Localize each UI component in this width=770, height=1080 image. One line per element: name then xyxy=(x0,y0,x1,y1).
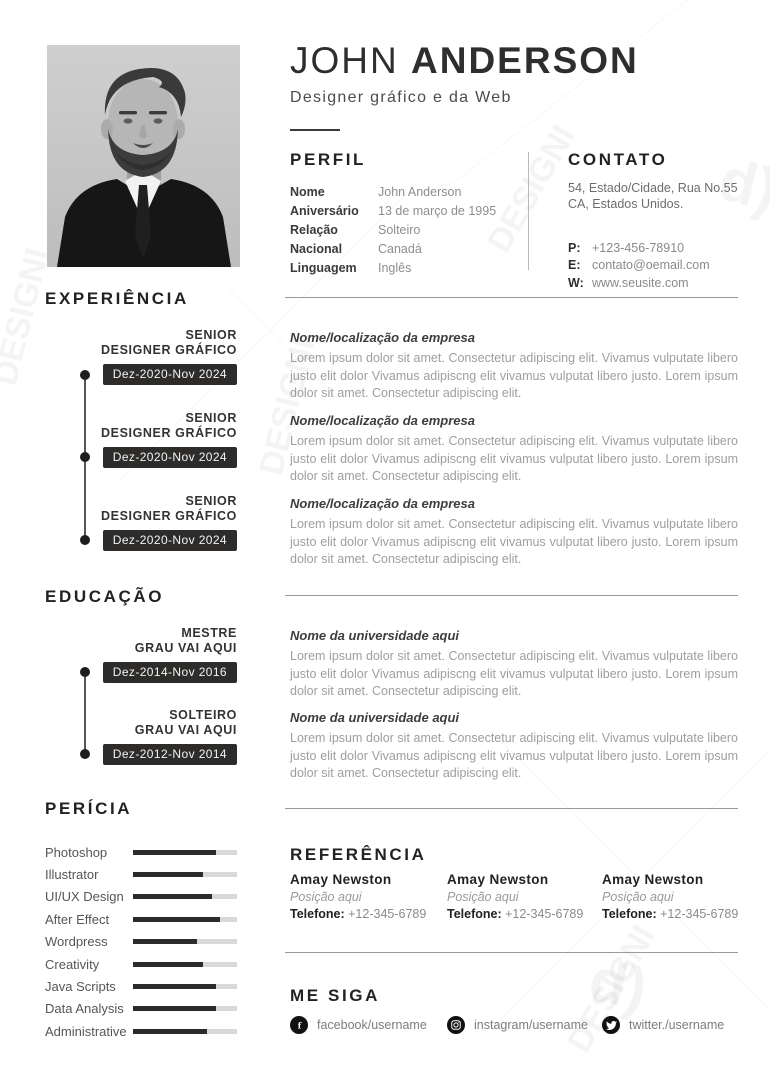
section-heading-contato: CONTATO xyxy=(568,150,668,169)
section-heading-experiencia: EXPERIÊNCIA xyxy=(45,289,189,308)
skill-bar xyxy=(133,962,237,967)
skill-label: Wordpress xyxy=(45,934,108,950)
skill-row xyxy=(45,931,237,953)
contato-block xyxy=(568,180,748,292)
reference-name: Amay Newston xyxy=(447,872,549,887)
first-name: JOHN xyxy=(290,40,399,81)
svg-text:f: f xyxy=(297,1020,302,1031)
perfil-label: Nacional xyxy=(290,241,343,256)
section-heading-pericia: PERÍCIA xyxy=(45,799,133,818)
education-entry-body xyxy=(290,710,738,783)
experience-description: Lorem ipsum dolor sit amet. Consectetur adipiscing elit. Vivamus vulputate libero justo elit dolor Vivamus adipiscng elit vivamus vulputat libero justo. Lorem ipsum dolor sit amet. Consectetur adipiscing elit. xyxy=(290,351,738,400)
reference-name: Amay Newston xyxy=(602,872,704,887)
perfil-value: John Anderson xyxy=(378,184,462,199)
reference-phone-value: +12-345-6789 xyxy=(505,907,584,921)
social-item-twitter xyxy=(602,1016,724,1034)
skill-label: After Effect xyxy=(45,911,110,927)
skill-label: Java Scripts xyxy=(45,979,116,995)
experience-title-line1: SENIOR xyxy=(185,494,237,508)
skill-row xyxy=(45,1020,237,1042)
contact-row-phone xyxy=(568,239,748,257)
education-entry-meta xyxy=(0,626,237,683)
education-title-line1: SOLTEIRO xyxy=(169,708,237,722)
skill-label: Illustrator xyxy=(45,867,99,883)
website-label: W: xyxy=(568,275,584,290)
reference-position: Posição aqui xyxy=(602,890,674,904)
experience-description: Lorem ipsum dolor sit amet. Consectetur adipiscing elit. Vivamus vulputate libero justo elit dolor Vivamus adipiscng elit vivamus vulputat libero justo. Lorem ipsum dolor sit amet. Consectetur adipiscing elit. xyxy=(290,434,738,483)
email-label: E: xyxy=(568,258,581,273)
skill-row xyxy=(45,886,237,908)
perfil-value: 13 de março de 1995 xyxy=(378,203,497,218)
profile-photo xyxy=(47,45,240,267)
experience-description: Lorem ipsum dolor sit amet. Consectetur adipiscing elit. Vivamus vulputate libero justo elit dolor Vivamus adipiscng elit vivamus vulputat libero justo. Lorem ipsum dolor sit amet. Consectetur adipiscing elit. xyxy=(290,517,738,566)
skill-bar xyxy=(133,917,237,922)
section-rule xyxy=(285,595,738,596)
experience-entry-meta xyxy=(0,328,237,385)
reference-phone-label: Telefone: xyxy=(290,907,345,921)
address-line1: 54, Estado/Cidade, Rua No.55 xyxy=(568,181,738,195)
skill-label: Administrative xyxy=(45,1023,127,1039)
experience-entry-body xyxy=(290,330,738,403)
facebook-handle: facebook/username xyxy=(317,1018,427,1032)
experience-title-line2: DESIGNER GRÁFICO xyxy=(101,426,237,440)
experience-title-line2: DESIGNER GRÁFICO xyxy=(101,509,237,523)
perfil-rows xyxy=(290,182,528,277)
skill-bar xyxy=(133,939,237,944)
education-description: Lorem ipsum dolor sit amet. Consectetur adipiscing elit. Vivamus vulputate libero justo elit dolor Vivamus adipiscng elit vivamus vulputat libero justo. Lorem ipsum dolor sit amet. Consectetur adipiscing elit. xyxy=(290,649,738,698)
section-heading-referencia: REFERÊNCIA xyxy=(290,845,427,864)
skill-row xyxy=(45,998,237,1020)
skill-row xyxy=(45,863,237,885)
perfil-row xyxy=(290,182,528,201)
perfil-contato-divider xyxy=(528,152,529,270)
reference-position: Posição aqui xyxy=(290,890,362,904)
experience-company: Nome/localização da empresa xyxy=(290,330,475,345)
skill-bar-fill xyxy=(133,917,220,922)
education-entry-meta xyxy=(0,708,237,765)
section-heading-educacao: EDUCAÇÃO xyxy=(45,587,165,606)
perfil-value: Inglês xyxy=(378,260,412,275)
education-title-line2: GRAU VAI AQUI xyxy=(134,641,237,655)
skill-label: UI/UX Design xyxy=(45,889,124,905)
skill-label: Creativity xyxy=(45,956,100,972)
skill-bar xyxy=(133,1006,237,1011)
perfil-label: Linguagem xyxy=(290,260,357,275)
skill-bar xyxy=(133,850,237,855)
perfil-row xyxy=(290,201,528,220)
education-period-badge: Dez-2014-Nov 2016 xyxy=(103,662,237,683)
social-item-facebook xyxy=(290,1016,427,1034)
education-title-line2: GRAU VAI AQUI xyxy=(134,723,237,737)
experience-entry-body xyxy=(290,413,738,486)
education-entry-body xyxy=(290,628,738,701)
skill-bar-fill xyxy=(133,939,197,944)
phone-value: +123-456-78910 xyxy=(592,240,685,255)
experience-entry-meta xyxy=(0,494,237,551)
skill-bar-fill xyxy=(133,872,203,877)
section-heading-me-siga: ME SIGA xyxy=(290,986,380,1005)
watermark-logo xyxy=(582,944,654,1025)
reference-card xyxy=(602,872,752,921)
section-rule xyxy=(285,952,738,953)
experience-period-badge: Dez-2020-Nov 2024 xyxy=(103,364,237,385)
perfil-value: Solteiro xyxy=(378,222,421,237)
job-subtitle: Designer gráfico e da Web xyxy=(290,89,512,106)
skill-bar-fill xyxy=(133,984,216,989)
social-item-instagram xyxy=(447,1016,588,1034)
skills-list xyxy=(45,841,237,1043)
instagram-icon xyxy=(447,1016,465,1034)
perfil-label: Relação xyxy=(290,222,338,237)
email-value: contato@oemail.com xyxy=(592,258,710,273)
header-divider xyxy=(290,129,340,131)
watermark-text xyxy=(560,919,664,1060)
reference-phone-value: +12-345-6789 xyxy=(660,907,739,921)
experience-entry-body xyxy=(290,496,738,569)
contact-row-email xyxy=(568,257,748,275)
perfil-value: Canadá xyxy=(378,241,422,256)
skill-bar xyxy=(133,894,237,899)
experience-title-line1: SENIOR xyxy=(185,411,237,425)
section-rule xyxy=(285,297,738,298)
reference-card xyxy=(290,872,440,921)
reference-phone xyxy=(447,907,597,921)
experience-company: Nome/localização da empresa xyxy=(290,413,475,428)
section-heading-perfil: PERFIL xyxy=(290,150,367,169)
website-value: www.seusite.com xyxy=(592,275,689,290)
experience-period-badge: Dez-2020-Nov 2024 xyxy=(103,530,237,551)
skill-row xyxy=(45,841,237,863)
reference-phone-label: Telefone: xyxy=(602,907,657,921)
skill-bar xyxy=(133,872,237,877)
reference-phone-label: Telefone: xyxy=(447,907,502,921)
skill-row xyxy=(45,953,237,975)
education-university: Nome da universidade aqui xyxy=(290,628,460,643)
experience-title-line2: DESIGNER GRÁFICO xyxy=(101,343,237,357)
skill-bar-fill xyxy=(133,962,203,967)
skill-label: Data Analysis xyxy=(45,1001,124,1017)
education-period-badge: Dez-2012-Nov 2014 xyxy=(103,744,237,765)
perfil-label: Aniversário xyxy=(290,203,359,218)
skill-bar-fill xyxy=(133,894,212,899)
section-rule xyxy=(285,808,738,809)
reference-phone xyxy=(602,907,752,921)
address-line2: CA, Estados Unidos. xyxy=(568,197,684,211)
perfil-row xyxy=(290,258,528,277)
skill-bar-fill xyxy=(133,1006,216,1011)
phone-label: P: xyxy=(568,240,581,255)
skill-bar-fill xyxy=(133,850,216,855)
perfil-row xyxy=(290,239,528,258)
twitter-icon xyxy=(602,1016,620,1034)
education-title-line1: MESTRE xyxy=(181,626,237,640)
education-university: Nome da universidade aqui xyxy=(290,710,460,725)
instagram-handle: instagram/username xyxy=(474,1018,588,1032)
reference-position: Posição aqui xyxy=(447,890,519,904)
header xyxy=(290,40,639,131)
experience-period-badge: Dez-2020-Nov 2024 xyxy=(103,447,237,468)
contact-rows xyxy=(568,239,748,292)
address xyxy=(568,180,748,212)
skill-row xyxy=(45,908,237,930)
experience-entry-meta xyxy=(0,411,237,468)
reference-card xyxy=(447,872,597,921)
perfil-label: Nome xyxy=(290,184,325,199)
page-title xyxy=(290,40,639,82)
contact-row-website xyxy=(568,274,748,292)
skill-row xyxy=(45,975,237,997)
perfil-row xyxy=(290,220,528,239)
reference-phone xyxy=(290,907,440,921)
twitter-handle: twitter./username xyxy=(629,1018,725,1032)
education-description: Lorem ipsum dolor sit amet. Consectetur adipiscing elit. Vivamus vulputate libero justo elit dolor Vivamus adipiscng elit vivamus vulputat libero justo. Lorem ipsum dolor sit amet. Consectetur adipiscing elit. xyxy=(290,731,738,780)
facebook-icon xyxy=(290,1016,308,1034)
reference-name: Amay Newston xyxy=(290,872,392,887)
experience-title-line1: SENIOR xyxy=(185,328,237,342)
skill-label: Photoshop xyxy=(45,844,108,860)
experience-company: Nome/localização da empresa xyxy=(290,496,475,511)
skill-bar-fill xyxy=(133,1029,207,1034)
reference-phone-value: +12-345-6789 xyxy=(348,907,427,921)
skill-bar xyxy=(133,1029,237,1034)
last-name: ANDERSON xyxy=(411,40,639,81)
skill-bar xyxy=(133,984,237,989)
